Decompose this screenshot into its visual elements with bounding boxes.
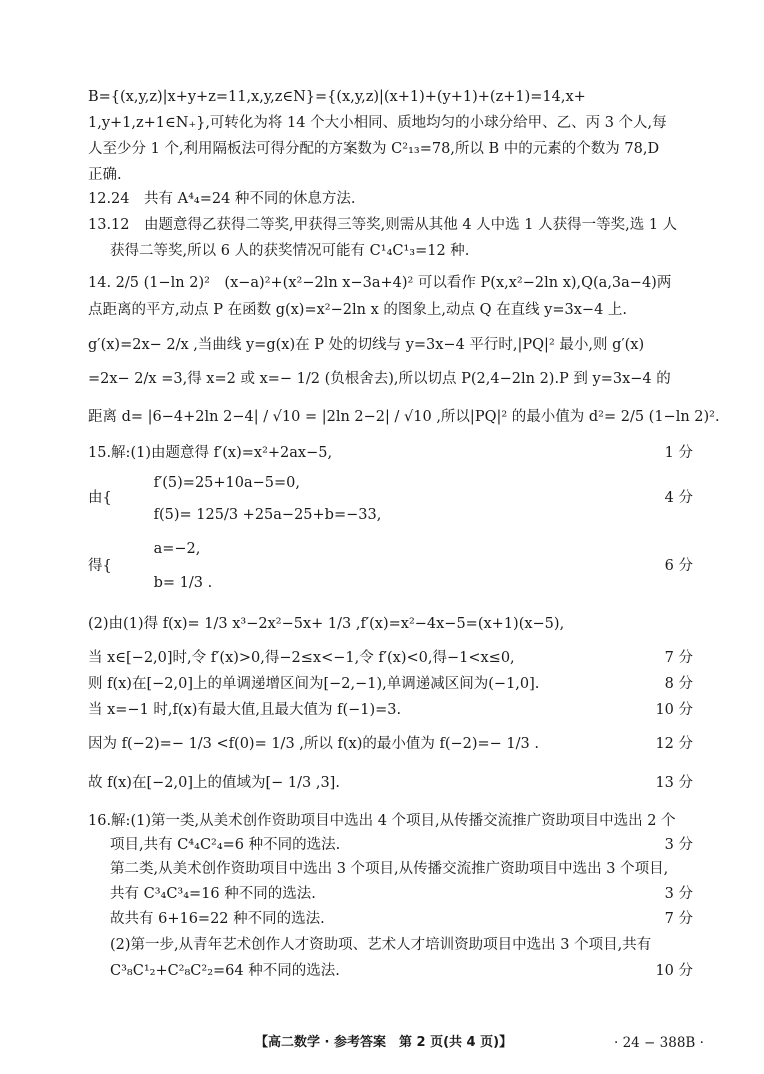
text-line [0,611,764,637]
text-line [0,440,764,466]
text-line [0,697,764,723]
score-label: 6 分 [664,558,693,574]
line-text: 项目,共有 C⁴₄C²₄=6 种不同的选法. [110,837,341,853]
score-label: 3 分 [664,837,693,853]
text-line [0,110,764,136]
score-label: 10 分 [655,702,693,718]
score-label: 7 分 [664,911,693,927]
score-label: 13 分 [655,775,693,791]
line-text: 因为 f(−2)=− 1/3 <f(0)= 1/3 ,所以 f(x)的最小值为 f(−2)=− 1/3 . [88,736,539,752]
text-line [0,906,764,932]
line-text: 点距离的平方,动点 P 在函数 g(x)=x²−2ln x 的图象上,动点 Q 在直线 y=3x−4 上. [88,302,628,318]
line-text: 当 x=−1 时,f(x)有最大值,且最大值为 f(−1)=3. [88,702,402,718]
text-line [0,186,764,212]
line-text: 第二类,从美术创作资助项目中选出 3 个项目,从传播交流推广资助项目中选出 3 个项目, [110,861,669,877]
text-line [0,366,764,392]
text-line [0,404,764,430]
line-text: 由{ [88,490,112,506]
line-text: 获得二等奖,所以 6 人的获奖情况可能有 C¹₄C¹₃=12 种. [110,243,470,259]
text-line [0,731,764,757]
line-text: 正确. [88,167,122,183]
score-label: 3 分 [664,886,693,902]
score-label: 1 分 [664,445,693,461]
score-label: 8 分 [664,676,693,692]
line-text: 故 f(x)在[−2,0]上的值域为[− 1/3 ,3]. [88,775,340,791]
text-line [0,332,764,358]
line-text: 人至少分 1 个,利用隔板法可得分配的方案数为 C²₁₃=78,所以 B 中的元素的个数为 78,D [88,141,660,157]
text-line [0,856,764,882]
text-line [0,238,764,264]
footer-title: 【高二数学 · 参考答案 第 2 页(共 4 页)】 [255,1035,513,1050]
line-text: 故共有 6+16=22 种不同的选法. [110,911,325,927]
score-label: 10 分 [655,963,693,979]
line-text: 则 f(x)在[−2,0]上的单调递增区间为[−2,−1),单调递减区间为(−1,0]. [88,676,540,692]
line-text: f(5)= 125/3 +25a−25+b=−33, [120,507,382,523]
line-text: a=−2, [120,541,201,557]
line-text: 得{ [88,558,112,574]
text-line [0,270,764,296]
text-line [0,570,764,596]
line-text: 13.12 由题意得乙获得二等奖,甲获得三等奖,则需从其他 4 人中选 1 人获得一等奖,选 1 人 [88,217,678,233]
page-footer [0,1032,764,1054]
text-line [0,162,764,188]
text-line [0,881,764,907]
line-text: =2x− 2/x =3,得 x=2 或 x=− 1/2 (负根舍去),所以切点 P(2,4−2ln 2).P 到 y=3x−4 的 [88,371,671,387]
line-text: b= 1/3 . [120,575,213,591]
line-text: B={(x,y,z)|x+y+z=11,x,y,z∈N}={(x,y,z)|(x+1)+(y+1)+(z+1)=14,x+ [88,89,586,105]
footer-code: · 24 − 388B · [614,1035,704,1051]
text-line [0,136,764,162]
score-label: 4 分 [664,490,693,506]
text-line [0,671,764,697]
text-line [0,297,764,323]
line-text: C³₈C¹₂+C²₈C²₂=64 种不同的选法. [110,963,340,979]
line-text: f′(5)=25+10a−5=0, [120,475,301,491]
line-text: (2)第一步,从青年艺术创作人才资助项、艺术人才培训资助项目中选出 3 个项目,共有 [110,937,652,953]
text-line [0,212,764,238]
line-text: 共有 C³₄C³₄=16 种不同的选法. [110,886,316,902]
line-text: 16.解:(1)第一类,从美术创作资助项目中选出 4 个项目,从传播交流推广资助项目中选出 2 个 [88,813,676,829]
line-text: 当 x∈[−2,0]时,令 f′(x)>0,得−2≤x<−1,令 f′(x)<0,得−1<x≤0, [88,650,515,666]
score-label: 7 分 [664,650,693,666]
line-text: 1,y+1,z+1∈N₊},可转化为将 14 个大小相同、质地均匀的小球分给甲、乙、丙 3 个人,每 [88,115,667,131]
line-text: 12.24 共有 A⁴₄=24 种不同的休息方法. [88,191,356,207]
line-text: 15.解:(1)由题意得 f′(x)=x²+2ax−5, [88,445,333,461]
score-label: 12 分 [655,736,693,752]
text-line [0,932,764,958]
text-line [0,770,764,796]
line-text: (2)由(1)得 f(x)= 1/3 x³−2x²−5x+ 1/3 ,f′(x)=x²−4x−5=(x+1)(x−5), [88,616,565,632]
line-text: 距离 d= |6−4+2ln 2−4| / √10 = |2ln 2−2| / √10 ,所以|PQ|² 的最小值为 d²= 2/5 (1−ln 2)². [88,409,720,425]
text-line [0,832,764,858]
text-line [0,808,764,834]
text-line [0,645,764,671]
line-text: 14. 2/5 (1−ln 2)² (x−a)²+(x²−2ln x−3a+4)² 可以看作 P(x,x²−2ln x),Q(a,3a−4)两 [88,275,672,291]
line-text: g′(x)=2x− 2/x ,当曲线 y=g(x)在 P 处的切线与 y=3x−4 平行时,|PQ|² 最小,则 g′(x) [88,337,645,353]
text-line [0,958,764,984]
text-line [0,84,764,110]
text-line [0,502,764,528]
